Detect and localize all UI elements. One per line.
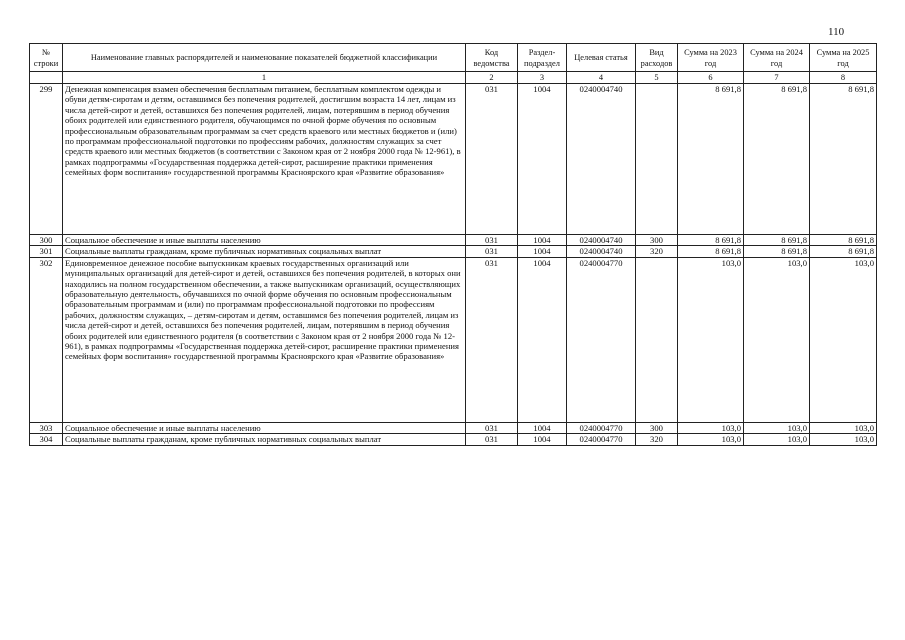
row-section: 1004 xyxy=(518,235,567,246)
table-row xyxy=(30,257,877,422)
row-expense-type: 300 xyxy=(636,235,678,246)
row-number: 303 xyxy=(30,422,63,433)
header-row xyxy=(30,44,877,72)
row-section: 1004 xyxy=(518,246,567,257)
row-target-article: 0240004740 xyxy=(567,235,636,246)
table-row xyxy=(30,434,877,445)
row-section: 1004 xyxy=(518,84,567,235)
column-number: 2 xyxy=(466,72,518,84)
row-number: 301 xyxy=(30,246,63,257)
row-sum-2024: 103,0 xyxy=(744,257,810,422)
header-row-no: № строки xyxy=(30,44,63,72)
row-dept-code: 031 xyxy=(466,246,518,257)
row-sum-2024: 8 691,8 xyxy=(744,235,810,246)
row-section: 1004 xyxy=(518,422,567,433)
table-row xyxy=(30,246,877,257)
row-name: Денежная компенсация взамен обеспечения бесплатным питанием, бесплатным комплектом одежды и обуви детям-сиротам и детям, оставшимся без попечения родителей, достигшим возраста 14 лет, лицам из числа детей-сирот и детей, оставшихся без попечения родителей, лицам, потерявшим в период обучения обоих родителей или единственного родителя, обучающимся по очной форме обучения по основным профессиональным образовательным программам за счет средств краевого или местных бюджетов и (или) по программам профессиональной подготовки по профессиям рабочих, должностям служащих за счет средств краевого или местных бюджетов (в соответствии с Законом края от 2 ноября 2000 года № 12-961), в рамках подпрограммы «Государственная поддержка детей-сирот, расширение практики применения семейных форм воспитания» государственной программы Красноярского края «Развитие образования» xyxy=(63,84,466,235)
row-sum-2025: 103,0 xyxy=(810,434,877,445)
row-sum-2023: 8 691,8 xyxy=(678,235,744,246)
row-sum-2023: 8 691,8 xyxy=(678,84,744,235)
row-target-article: 0240004770 xyxy=(567,422,636,433)
row-sum-2025: 103,0 xyxy=(810,257,877,422)
column-number: 5 xyxy=(636,72,678,84)
row-sum-2024: 8 691,8 xyxy=(744,246,810,257)
row-section: 1004 xyxy=(518,434,567,445)
row-dept-code: 031 xyxy=(466,84,518,235)
row-number: 299 xyxy=(30,84,63,235)
header-name: Наименование главных распорядителей и наименование показателей бюджетной классификации xyxy=(63,44,466,72)
row-name: Единовременное денежное пособие выпускникам краевых государственных организаций или муниципальных организаций для детей-сирот и детей, оставшихся без попечения родителей, в которых они находились на полном государственном обеспечении, а также выпускникам организаций, осуществляющих образовательную деятельность, обучавшихся по очной форме обучения по основным профессиональным образовательным программам и (или) по программам профессиональной подготовки по профессиям рабочих, должностям служащих, – детям-сиротам и детям, оставшимся без попечения родителей, лицам из числа детей-сирот и детей, оставшихся без попечения родителей, лицам, потерявшим в период обучения обоих родителей или единственного родителя (в соответствии с Законом края от 2 ноября 2000 года № 12-961), в рамках подпрограммы «Государственная поддержка детей-сирот, расширение практики применения семейных форм воспитания» государственной программы Красноярского края «Развитие образования» xyxy=(63,257,466,422)
row-sum-2023: 103,0 xyxy=(678,257,744,422)
row-dept-code: 031 xyxy=(466,422,518,433)
row-number: 304 xyxy=(30,434,63,445)
row-dept-code: 031 xyxy=(466,235,518,246)
row-expense-type: 300 xyxy=(636,422,678,433)
column-number: 4 xyxy=(567,72,636,84)
column-number: 8 xyxy=(810,72,877,84)
header-target-article: Целевая статья xyxy=(567,44,636,72)
header-sum-2023: Сумма на 2023 год xyxy=(678,44,744,72)
row-target-article: 0240004770 xyxy=(567,434,636,445)
row-sum-2024: 103,0 xyxy=(744,422,810,433)
row-name: Социальные выплаты гражданам, кроме публичных нормативных социальных выплат xyxy=(63,434,466,445)
column-number: 6 xyxy=(678,72,744,84)
column-number: 7 xyxy=(744,72,810,84)
column-number-row xyxy=(30,72,877,84)
budget-table xyxy=(29,43,877,446)
row-sum-2023: 8 691,8 xyxy=(678,246,744,257)
row-sum-2023: 103,0 xyxy=(678,422,744,433)
table-row xyxy=(30,422,877,433)
row-sum-2023: 103,0 xyxy=(678,434,744,445)
row-expense-type: 320 xyxy=(636,434,678,445)
row-sum-2025: 8 691,8 xyxy=(810,84,877,235)
header-expense-type: Вид расходов xyxy=(636,44,678,72)
table-row xyxy=(30,84,877,235)
header-section: Раздел-подраздел xyxy=(518,44,567,72)
row-name: Социальное обеспечение и иные выплаты населению xyxy=(63,422,466,433)
row-name: Социальное обеспечение и иные выплаты населению xyxy=(63,235,466,246)
row-sum-2025: 8 691,8 xyxy=(810,235,877,246)
row-expense-type xyxy=(636,84,678,235)
row-target-article: 0240004740 xyxy=(567,84,636,235)
row-expense-type xyxy=(636,257,678,422)
row-name: Социальные выплаты гражданам, кроме публичных нормативных социальных выплат xyxy=(63,246,466,257)
row-target-article: 0240004740 xyxy=(567,246,636,257)
row-number: 302 xyxy=(30,257,63,422)
column-number: 1 xyxy=(63,72,466,84)
row-sum-2024: 103,0 xyxy=(744,434,810,445)
row-sum-2024: 8 691,8 xyxy=(744,84,810,235)
row-sum-2025: 103,0 xyxy=(810,422,877,433)
row-expense-type: 320 xyxy=(636,246,678,257)
row-dept-code: 031 xyxy=(466,257,518,422)
row-number: 300 xyxy=(30,235,63,246)
column-number xyxy=(30,72,63,84)
table-row xyxy=(30,235,877,246)
row-sum-2025: 8 691,8 xyxy=(810,246,877,257)
header-sum-2025: Сумма на 2025 год xyxy=(810,44,877,72)
row-target-article: 0240004770 xyxy=(567,257,636,422)
row-dept-code: 031 xyxy=(466,434,518,445)
header-dept-code: Код ведомства xyxy=(466,44,518,72)
row-section: 1004 xyxy=(518,257,567,422)
page-number: 110 xyxy=(828,26,845,38)
header-sum-2024: Сумма на 2024 год xyxy=(744,44,810,72)
column-number: 3 xyxy=(518,72,567,84)
